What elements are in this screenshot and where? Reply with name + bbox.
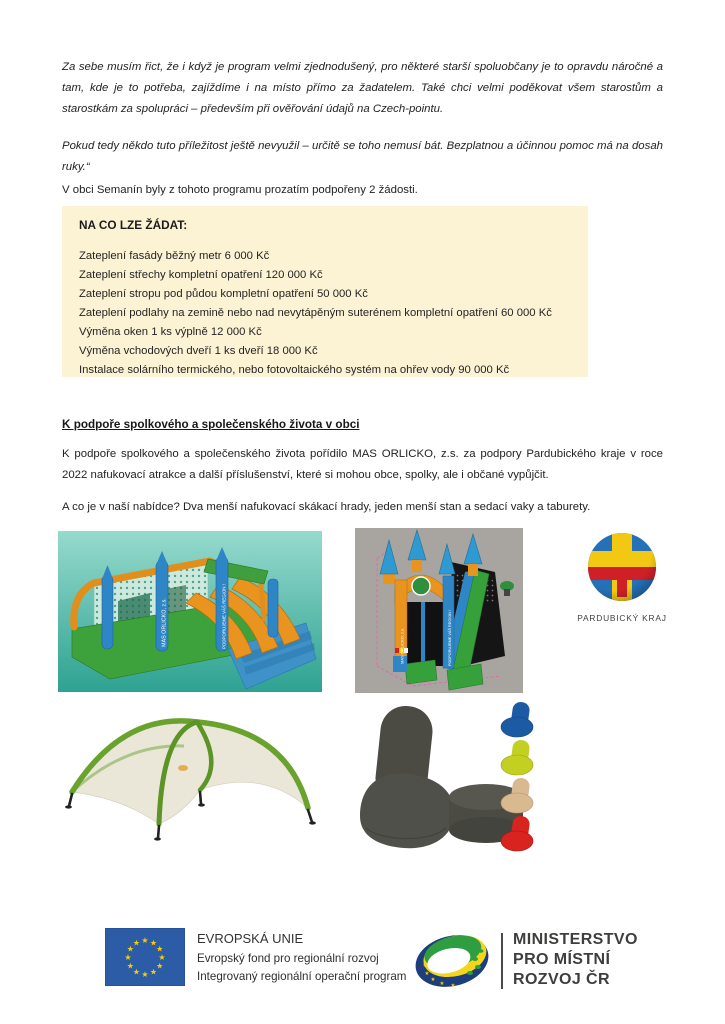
ministry-line-3: ROZVOJ ČR <box>513 971 610 988</box>
svg-text:★: ★ <box>124 953 132 962</box>
eu-text-block <box>197 931 406 986</box>
section-paragraph: K podpoře spolkového a společenského života pořídilo MAS ORLICKO, z.s. za podpory Pardubického kraje v roce 2022 nafukovací atrakce a další příslušenství, které si mohou obce, spolky, ale i občané vypůjčit. <box>62 448 663 481</box>
section-heading: K podpoře spolkového a společenského života v obci <box>62 418 360 431</box>
svg-text:★: ★ <box>149 938 158 948</box>
grant-info-box <box>62 206 588 377</box>
quote-paragraph-1: Za sebe musím řict, že i když je program velmi zjednodušený, pro některé starší spoluobčany je to opravdu náročné a tam, kde je to potřeba, zajíždíme i na místo přímo za žadatelem. Také chci velmi poděkovat všem starostům a starostkám za spolupráci – především při ověřování údajů na Czech-pointu. <box>62 61 663 115</box>
beanbag-seats-illustration <box>348 700 543 855</box>
bouncy-castle-combo-image <box>58 531 322 692</box>
svg-text:★: ★ <box>141 936 149 945</box>
ministry-divider <box>501 933 503 989</box>
svg-text:★: ★ <box>158 953 166 962</box>
ministry-swirl-icon <box>413 931 491 991</box>
party-tent-image <box>62 706 332 858</box>
bouncy-castle-castle-image <box>355 528 523 693</box>
eu-title: EVROPSKÁ UNIE <box>197 931 304 946</box>
eu-flag-logo <box>105 928 185 986</box>
svg-text:★: ★ <box>439 981 445 987</box>
castle1-right-pillar-label: PODPORUJEME VÁŠ REGION ! <box>221 584 227 649</box>
castle2-pillar-label: PODPORUJEME VÁŠ REGION ! <box>448 609 452 666</box>
svg-text:★: ★ <box>126 961 134 971</box>
grant-item: Výměna vchodových dveří 1 ks dveří 18 000 Kč <box>79 345 318 357</box>
eu-fund-line: Evropský fond pro regionální rozvoj <box>197 952 379 965</box>
grant-item: Zateplení střechy kompletní opatření 120 000 Kč <box>79 269 323 281</box>
eu-program-line: Integrovaný regionální operační program <box>197 970 407 983</box>
pardubicky-kraj-logo <box>576 531 668 623</box>
grant-item: Výměna oken 1 ks výplně 12 000 Kč <box>79 326 262 338</box>
semanin-note: V obci Semanín byly z tohoto programu prozatím podpořeny 2 žádosti. <box>62 184 418 196</box>
svg-text:★: ★ <box>450 983 456 989</box>
svg-text:★: ★ <box>424 971 430 977</box>
svg-text:★: ★ <box>156 944 164 954</box>
castle1-left-pillar-label: MAS ORLICKO, z.s. <box>161 598 168 647</box>
beanbag-seats-image <box>348 700 543 855</box>
party-tent-illustration <box>62 706 332 858</box>
grant-item: Zateplení podlahy na zemině nebo nad nevytápěným suterénem kompletní opatření 60 000 Kč <box>79 307 552 319</box>
grant-box-title: NA CO LZE ŽÁDAT: <box>79 218 188 232</box>
pardubicky-kraj-label: PARDUBICKÝ KRAJ <box>577 613 667 623</box>
svg-text:★: ★ <box>430 977 436 983</box>
ministry-logo <box>413 929 683 995</box>
svg-text:★: ★ <box>141 970 149 979</box>
grant-item: Zateplení stropu pod půdou kompletní opatření 50 000 Kč <box>79 288 368 300</box>
pardubicky-kraj-ball-icon <box>586 531 658 603</box>
bouncy-castle-combo-illustration <box>58 531 322 692</box>
ministry-line-2: PRO MÍSTNÍ <box>513 951 611 968</box>
ministry-text-block <box>513 930 638 990</box>
offer-paragraph: A co je v naší nabídce? Dva menší nafukovací skákací hrady, jeden menší stan a sedací vaky a taburety. <box>62 501 591 513</box>
svg-text:★: ★ <box>126 944 134 954</box>
grant-item: Zateplení fasády běžný metr 6 000 Kč <box>79 250 270 262</box>
svg-text:★: ★ <box>149 967 158 977</box>
svg-text:★: ★ <box>132 938 141 948</box>
svg-text:★: ★ <box>422 963 428 969</box>
bouncy-castle-castle-illustration <box>355 528 523 693</box>
ministry-line-1: MINISTERSTVO <box>513 931 638 948</box>
grant-item: Instalace solárního termického, nebo fotovoltaického systém na ohřev vody 90 000 Kč <box>79 364 510 376</box>
eu-flag-icon <box>105 928 185 986</box>
quote-paragraph-2: Pokud tedy někdo tuto příležitost ještě nevyužil – určitě se toho nemusí bát. Bezplatnou a účinnou pomoc má na dosah ruky.“ <box>62 140 663 173</box>
castle2-left-pillar-label: MAS ORLICKO, z.s. <box>399 627 405 664</box>
svg-text:★: ★ <box>156 961 164 971</box>
svg-text:★: ★ <box>132 967 141 977</box>
